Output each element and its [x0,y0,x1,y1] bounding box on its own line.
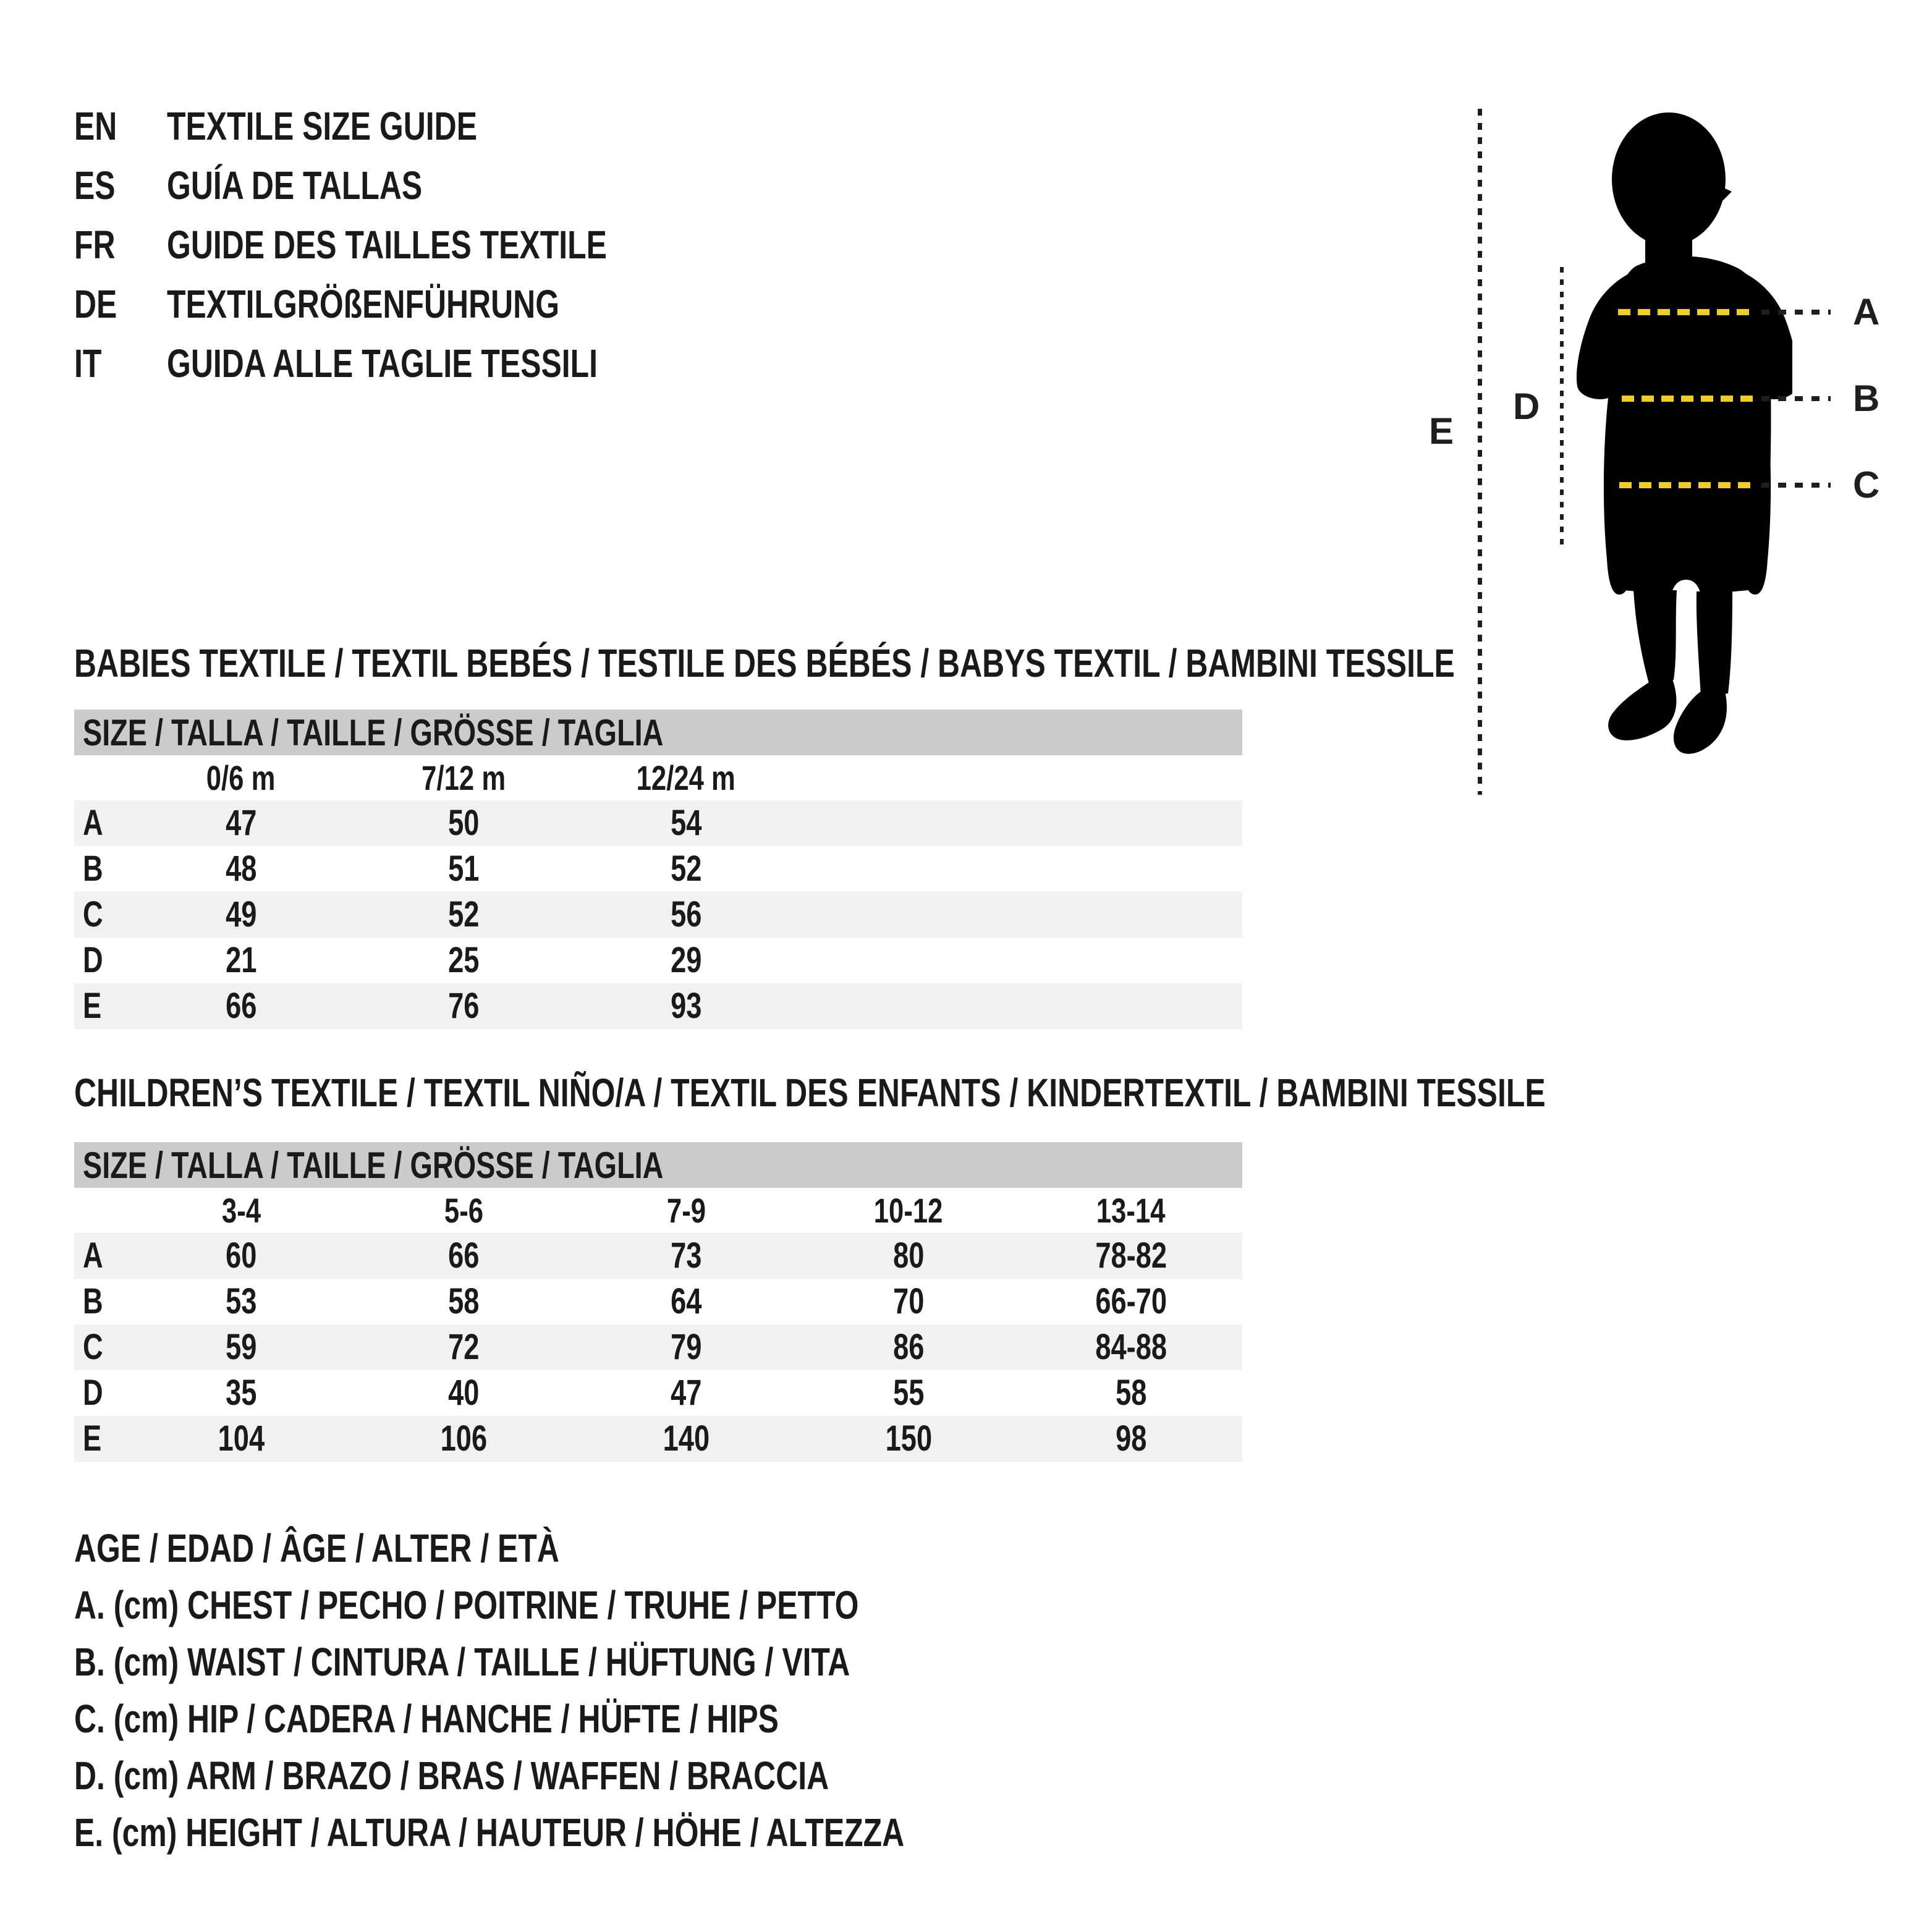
cell-value: 66 [447,1235,480,1276]
measure-label-e: E [1429,410,1454,452]
guide-title-it: GUIDA ALLE TAGLIE TESSILI [167,341,598,386]
waist-measure-dash-dark [1761,396,1831,401]
guide-title-en: TEXTILE SIZE GUIDE [167,104,478,148]
table-row [74,983,1242,1029]
children-size-table [74,1142,1242,1462]
size-header-text: SIZE / TALLA / TAILLE / GRÖSSE / TAGLIA [83,1144,664,1186]
cell-value: 64 [670,1281,702,1321]
row-label: C [83,894,103,934]
table-row [74,846,1242,892]
cell-value: 47 [670,1373,702,1413]
legend-line-chest: A. (cm) CHEST / PECHO / POITRINE / TRUHE / PETTO [74,1583,859,1627]
cell-value: 73 [670,1235,702,1276]
waist-measure-dash-yellow [1622,396,1754,402]
guide-title-fr: GUIDE DES TAILLES TEXTILE [167,222,607,267]
babies-section-title: BABIES TEXTILE / TEXTIL BEBÉS / TESTILE DES BÉBÉS / BABYS TEXTIL / BAMBINI TESSILE [74,641,1455,685]
legend-line-height: E. (cm) HEIGHT / ALTURA / HAUTEUR / HÖHE / ALTEZZA [74,1810,905,1855]
column-header: 3-4 [221,1190,261,1230]
cell-value: 52 [447,894,480,934]
cell-value: 78-82 [1095,1235,1167,1276]
cell-value: 76 [447,986,480,1026]
babies-size-table [74,710,1242,1029]
silhouette-shorts [1617,566,1756,595]
cell-value: 48 [225,849,257,889]
legend-line-arm: D. (cm) ARM / BRAZO / BRAS / WAFFEN / BRACCIA [74,1753,829,1798]
cell-value: 79 [670,1327,702,1367]
chest-measure-dash-yellow [1618,309,1750,315]
chest-measure-dash-dark [1761,310,1831,315]
cell-value: 54 [670,803,702,843]
column-header: 0/6 m [206,758,276,797]
table-row [74,800,1242,846]
row-label: B [83,849,103,889]
cell-value: 59 [225,1327,257,1367]
cell-value: 70 [892,1281,925,1321]
children-column-headers [74,1188,1242,1233]
row-label: D [83,940,103,980]
row-label: E [83,986,102,1026]
table-row [74,892,1242,938]
cell-value: 40 [447,1373,480,1413]
children-section-title: CHILDREN’S TEXTILE / TEXTIL NIÑO/A / TEXTIL DES ENFANTS / KINDERTEXTIL / BAMBINI TESSILE [74,1070,1546,1115]
guide-title-es: GUÍA DE TALLAS [167,163,423,208]
column-header: 10-12 [874,1190,943,1230]
cell-value: 25 [447,940,480,980]
guide-title-de: TEXTILGRÖßENFÜHRUNG [167,282,560,326]
language-code: IT [74,341,102,386]
cell-value: 47 [225,803,257,843]
row-label: D [83,1373,103,1413]
size-header-bar [74,710,1242,755]
cell-value: 60 [225,1235,257,1276]
table-row [74,1416,1242,1462]
cell-value: 104 [218,1418,265,1459]
cell-value: 80 [892,1235,925,1276]
legend-line-age: AGE / EDAD / ÂGE / ALTER / ETÀ [74,1526,559,1570]
cell-value: 35 [225,1373,257,1413]
cell-value: 55 [892,1373,925,1413]
table-row [74,1370,1242,1416]
language-code: FR [74,222,116,267]
cell-value: 51 [447,849,480,889]
measure-label-b: B [1853,378,1880,419]
cell-value: 93 [670,986,702,1026]
silhouette-head [1612,112,1726,246]
measure-label-d: D [1513,386,1540,427]
table-row [74,1279,1242,1324]
language-code: EN [74,104,117,148]
measure-label-c: C [1853,464,1880,506]
cell-value: 66-70 [1095,1281,1167,1321]
cell-value: 58 [1115,1373,1147,1413]
column-header: 7/12 m [422,758,506,797]
cell-value: 58 [447,1281,480,1321]
cell-value: 150 [885,1418,932,1459]
size-header-text: SIZE / TALLA / TAILLE / GRÖSSE / TAGLIA [83,711,664,753]
cell-value: 98 [1115,1418,1147,1459]
cell-value: 56 [670,894,702,934]
cell-value: 50 [447,803,480,843]
hip-measure-dash-dark [1761,483,1831,488]
cell-value: 52 [670,849,702,889]
row-label: C [83,1327,103,1367]
cell-value: 84-88 [1095,1327,1167,1367]
size-header-bar [74,1142,1242,1188]
language-code: DE [74,282,117,326]
arm-measure-line-d [1560,267,1564,550]
column-header: 5-6 [444,1190,483,1230]
cell-value: 53 [225,1281,257,1321]
hip-measure-dash-yellow [1619,482,1752,488]
cell-value: 66 [225,986,257,1026]
table-row [74,1233,1242,1279]
column-header: 12/24 m [636,758,736,797]
cell-value: 21 [225,940,257,980]
table-row [74,938,1242,983]
cell-value: 140 [663,1418,710,1459]
row-label: A [83,1235,103,1276]
cell-value: 106 [440,1418,487,1459]
row-label: A [83,803,103,843]
cell-value: 86 [892,1327,925,1367]
column-header: 13-14 [1096,1190,1166,1230]
babies-column-headers [74,755,1242,800]
cell-value: 29 [670,940,702,980]
silhouette-right-shoe [1674,689,1727,754]
measure-label-a: A [1853,291,1880,333]
legend-line-hip: C. (cm) HIP / CADERA / HANCHE / HÜFTE / HIPS [74,1697,779,1741]
legend-line-waist: B. (cm) WAIST / CINTURA / TAILLE / HÜFTUNG / VITA [74,1640,850,1684]
height-measure-line-e [1478,109,1482,795]
silhouette-left-shoe [1608,677,1676,740]
row-label: E [83,1418,102,1459]
table-row [74,1324,1242,1370]
column-header: 7-9 [666,1190,706,1230]
cell-value: 49 [225,894,257,934]
measurement-legend [74,1528,1138,1870]
language-code: ES [74,163,116,208]
row-label: B [83,1281,103,1321]
cell-value: 72 [447,1327,480,1367]
